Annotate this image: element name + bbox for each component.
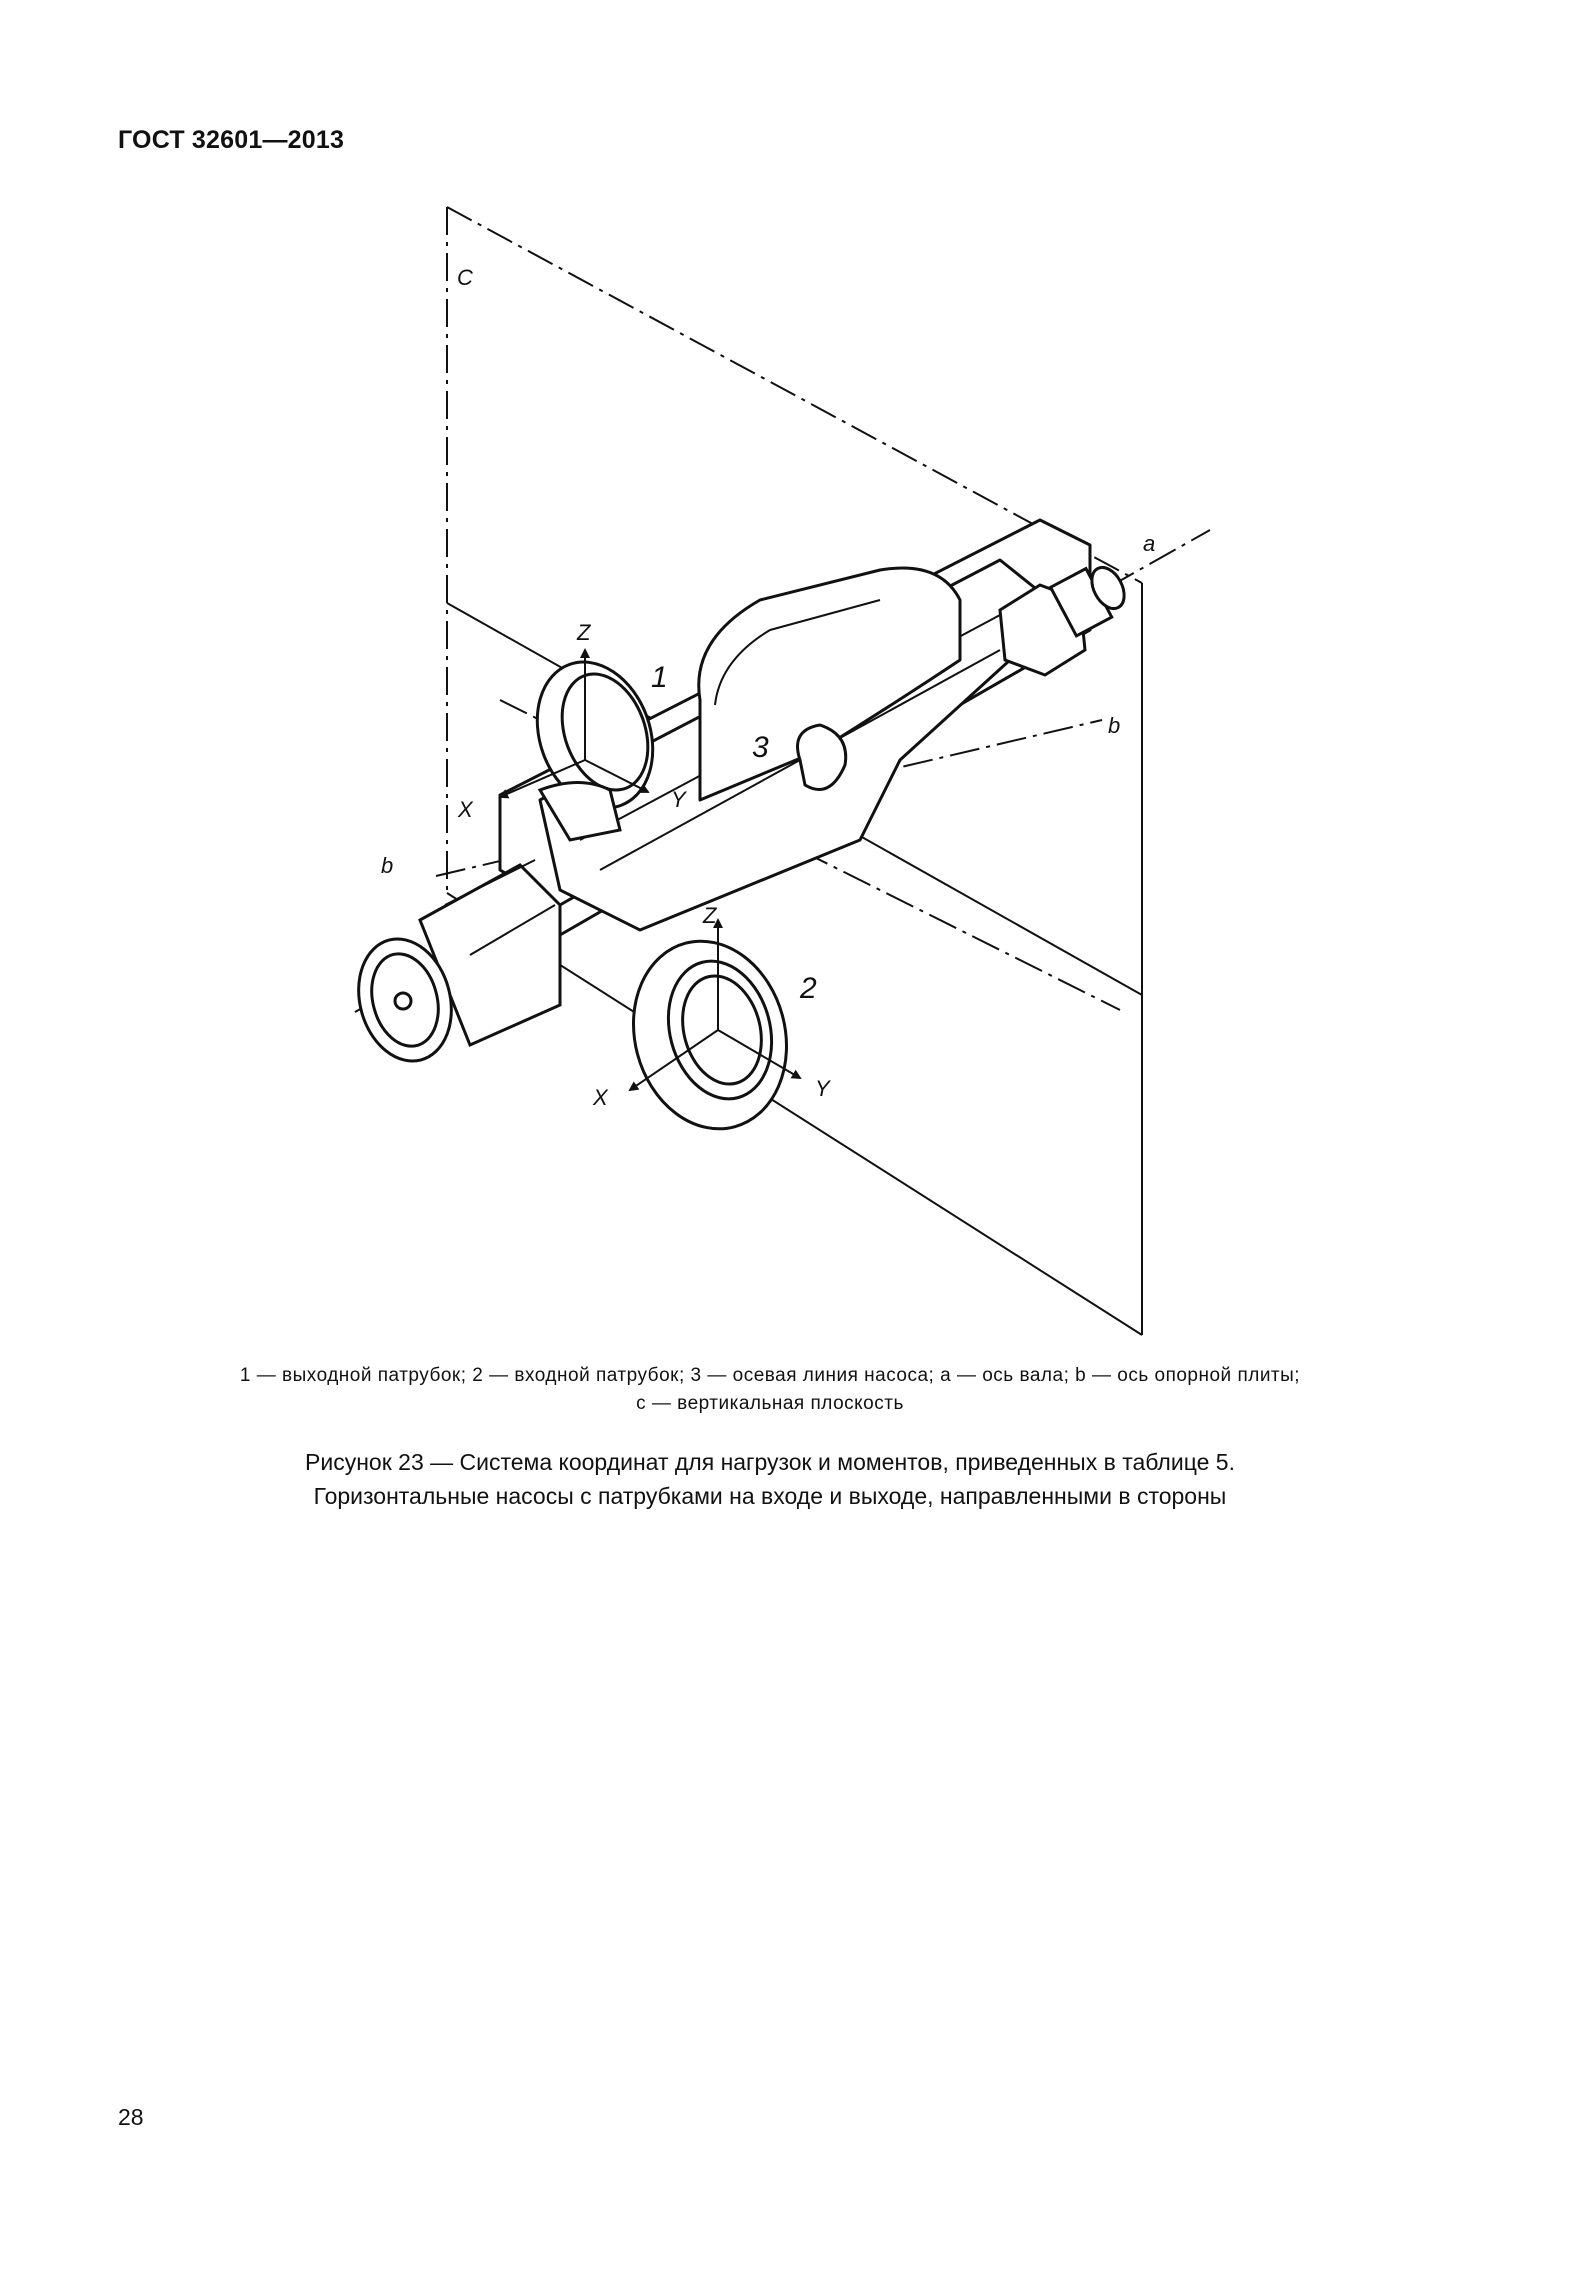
label-centerline-number: 3 [752,731,769,764]
label-shaft-axis-a: a [1143,531,1156,556]
legend-line-2: c — вертикальная плоскость [636,1393,904,1414]
legend-line-1: 1 — выходной патрубок; 2 — входной патрубок; 3 — осевая линия насоса; a — ось вала; b — ось опорной плиты; [239,1365,1301,1386]
label-outlet-y: Y [671,787,686,812]
document-header: ГОСТ 32601—2013 [118,126,345,154]
label-inlet-x: X [593,1085,608,1110]
label-inlet-z: Z [703,903,717,928]
label-outlet-number: 1 [651,661,668,694]
label-baseplate-axis-b-right: b [1108,713,1121,738]
label-inlet-number: 2 [800,972,817,1005]
label-outlet-z: Z [577,620,591,645]
figure-caption-line-1: Рисунок 23 — Система координат для нагрузок и моментов, приведенных в таблице 5. [305,1449,1235,1475]
figure-caption-line-2: Горизонтальные насосы с патрубками на входе и выходе, направленными в стороны [313,1483,1227,1509]
label-baseplate-axis-b-left: b [381,853,394,878]
page-number: 28 [118,2104,144,2130]
label-inlet-y: Y [815,1076,830,1101]
label-plane-c: C [457,265,473,290]
label-outlet-x: X [458,797,473,822]
motor [345,860,560,1072]
